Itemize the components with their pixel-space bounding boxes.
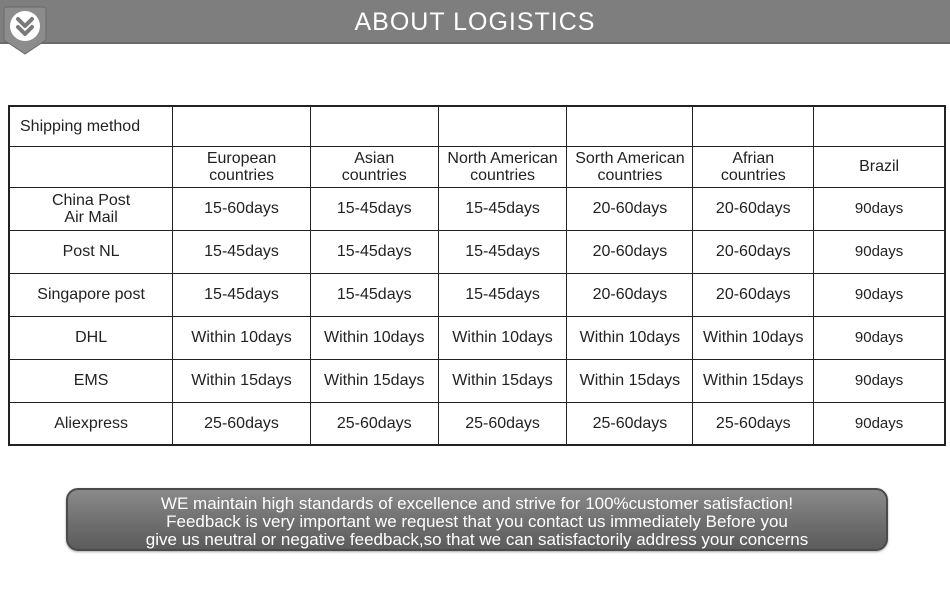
column-header: Asian countries	[310, 146, 438, 187]
empty-cell	[438, 106, 567, 146]
delivery-time-cell: 25-60days	[693, 402, 814, 445]
table-row	[9, 187, 945, 230]
delivery-time-cell: Within 15days	[173, 359, 311, 402]
delivery-time-cell: 20-60days	[693, 273, 814, 316]
delivery-time-cell: 90days	[814, 402, 945, 445]
empty-cell	[567, 106, 693, 146]
delivery-time-cell: 15-45days	[438, 230, 567, 273]
table-row	[9, 359, 945, 402]
delivery-time-cell: 15-45days	[173, 230, 311, 273]
delivery-time-cell: 20-60days	[693, 230, 814, 273]
logistics-table-body	[9, 106, 945, 445]
column-header: Brazil	[814, 146, 945, 187]
delivery-time-cell: 25-60days	[567, 402, 693, 445]
delivery-time-cell: 15-45days	[310, 187, 438, 230]
delivery-time-cell: 20-60days	[567, 187, 693, 230]
logistics-table-wrap	[8, 105, 946, 446]
empty-cell	[310, 106, 438, 146]
notice-line: give us neutral or negative feedback,so that we can satisfactorily address your concerns	[145, 530, 809, 549]
header-banner	[0, 0, 950, 44]
table-row	[9, 230, 945, 273]
delivery-time-cell: Within 10days	[173, 316, 311, 359]
delivery-time-cell: Within 15days	[567, 359, 693, 402]
shipping-method-name: DHL	[9, 316, 173, 359]
delivery-time-cell: 25-60days	[438, 402, 567, 445]
delivery-time-cell: 20-60days	[567, 273, 693, 316]
shipping-method-label: Shipping method	[9, 106, 173, 146]
delivery-time-cell: 25-60days	[310, 402, 438, 445]
delivery-time-cell: 15-45days	[310, 230, 438, 273]
delivery-time-cell: 90days	[814, 230, 945, 273]
delivery-time-cell: 25-60days	[173, 402, 311, 445]
page-title: ABOUT LOGISTICS	[354, 8, 596, 36]
table-top-row	[9, 106, 945, 146]
column-header: Afrian countries	[693, 146, 814, 187]
column-header: Sorth American countries	[567, 146, 693, 187]
delivery-time-cell: Within 15days	[438, 359, 567, 402]
shipping-method-name: China Post Air Mail	[9, 187, 173, 230]
customer-notice	[66, 488, 888, 551]
delivery-time-cell: Within 10days	[310, 316, 438, 359]
empty-cell	[9, 146, 173, 187]
delivery-time-cell: 20-60days	[693, 187, 814, 230]
table-row	[9, 273, 945, 316]
table-header-row	[9, 146, 945, 187]
delivery-time-cell: Within 10days	[693, 316, 814, 359]
shipping-method-name: Aliexpress	[9, 402, 173, 445]
empty-cell	[173, 106, 311, 146]
notice-line: WE maintain high standards of excellence and strive for 100%customer satisfaction!	[160, 494, 794, 513]
delivery-time-cell: Within 10days	[438, 316, 567, 359]
notice-line: Feedback is very important we request that you contact us immediately Before you	[166, 512, 788, 531]
delivery-time-cell: Within 15days	[693, 359, 814, 402]
delivery-time-cell: 90days	[814, 316, 945, 359]
column-header: North American countries	[438, 146, 567, 187]
shipping-method-name: Singapore post	[9, 273, 173, 316]
delivery-time-cell: 15-45days	[173, 273, 311, 316]
shipping-method-name: Post NL	[9, 230, 173, 273]
delivery-time-cell: 15-45days	[438, 273, 567, 316]
column-header: European countries	[173, 146, 311, 187]
delivery-time-cell: 20-60days	[567, 230, 693, 273]
delivery-time-cell: Within 10days	[567, 316, 693, 359]
delivery-time-cell: 90days	[814, 273, 945, 316]
empty-cell	[814, 106, 945, 146]
delivery-time-cell: 15-60days	[173, 187, 311, 230]
delivery-time-cell: Within 15days	[310, 359, 438, 402]
table-row	[9, 402, 945, 445]
delivery-time-cell: 90days	[814, 187, 945, 230]
shipping-method-name: EMS	[9, 359, 173, 402]
table-row	[9, 316, 945, 359]
delivery-time-cell: 15-45days	[438, 187, 567, 230]
logistics-table	[8, 105, 946, 446]
delivery-time-cell: 15-45days	[310, 273, 438, 316]
empty-cell	[693, 106, 814, 146]
delivery-time-cell: 90days	[814, 359, 945, 402]
